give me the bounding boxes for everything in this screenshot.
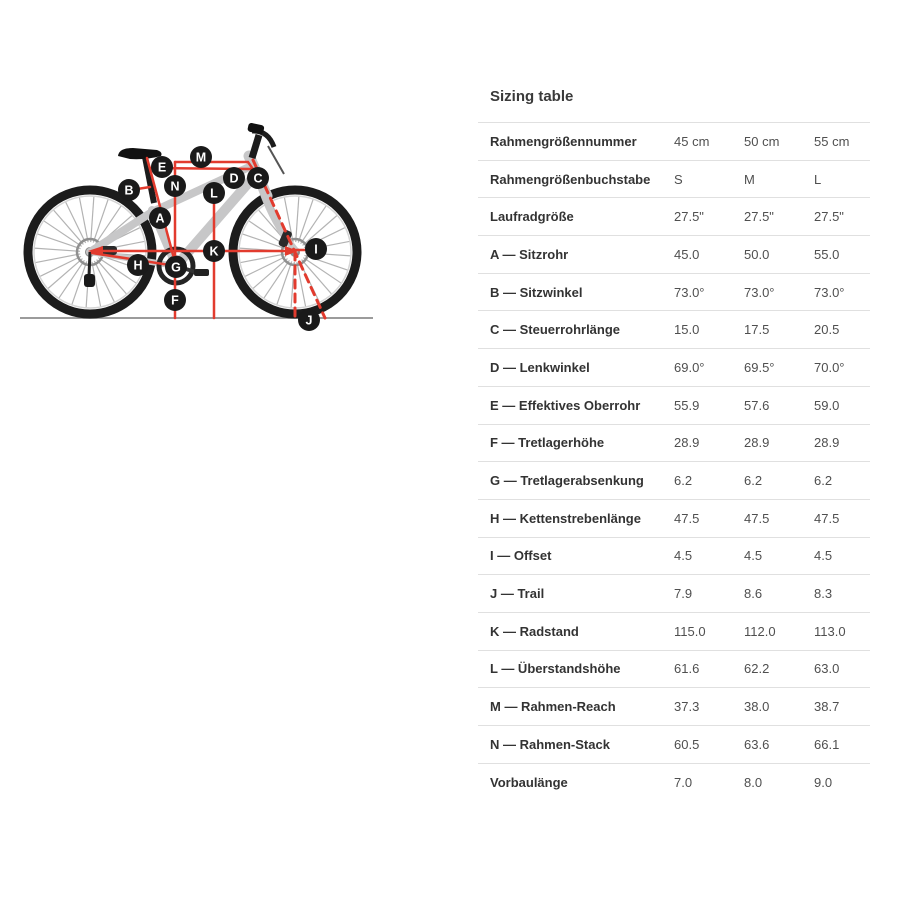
row-label: M — Rahmen-Reach: [490, 699, 616, 715]
table-row: [478, 424, 870, 462]
row-value: 20.5: [814, 322, 840, 338]
row-value: 55.9: [674, 397, 700, 413]
table-row: [478, 612, 870, 650]
diagram-marker-e: [151, 156, 173, 178]
diagram-marker-m: [190, 146, 212, 168]
marker-letter: N: [170, 179, 180, 194]
row-value: 55.0: [814, 246, 840, 262]
table-row: [478, 235, 870, 273]
handlebar-clamp: [247, 122, 265, 134]
row-value: 47.5: [814, 510, 840, 526]
row-label: Rahmengrößennummer: [490, 133, 637, 149]
marker-letter: I: [314, 242, 318, 257]
row-label: K — Radstand: [490, 623, 579, 639]
marker-letter: C: [253, 171, 263, 186]
row-value: 8.3: [814, 586, 833, 602]
row-value: 8.6: [744, 586, 763, 602]
row-label: N — Rahmen-Stack: [490, 736, 610, 752]
row-value: 37.3: [674, 699, 700, 715]
row-value: 115.0: [674, 623, 706, 639]
row-value: 6.2: [674, 473, 693, 489]
row-value: 7.0: [674, 774, 693, 790]
row-label: Vorbaulänge: [490, 774, 568, 790]
row-value: 47.5: [744, 510, 770, 526]
row-value: 28.9: [814, 435, 840, 451]
rear-derailleur: [84, 274, 95, 287]
diagram-marker-j: [298, 309, 320, 331]
row-value: 4.5: [814, 548, 833, 564]
brake-cable: [268, 146, 284, 174]
table-row: [478, 122, 870, 160]
diagram-marker-a: [149, 207, 171, 229]
row-value: 45 cm: [674, 133, 710, 149]
diagram-marker-d: [223, 167, 245, 189]
row-label: F — Tretlagerhöhe: [490, 435, 605, 451]
row-value: 73.0°: [814, 284, 845, 300]
row-value: 73.0°: [744, 284, 775, 300]
marker-letter: H: [133, 258, 143, 273]
row-value: 4.5: [744, 548, 763, 564]
row-value: 70.0°: [814, 359, 845, 375]
table-row: [478, 574, 870, 612]
diagram-marker-c: [247, 167, 269, 189]
diagram-marker-i: [305, 238, 327, 260]
sizing-table-body: [478, 122, 870, 800]
table-title: Sizing table: [490, 88, 574, 105]
marker-letter: A: [155, 211, 165, 226]
marker-letter: L: [210, 186, 218, 201]
row-value: 63.6: [744, 736, 770, 752]
row-value: 50.0: [744, 246, 770, 262]
row-label: E — Effektives Oberrohr: [490, 397, 641, 413]
marker-letter: J: [305, 313, 313, 328]
row-value: 69.5°: [744, 359, 775, 375]
row-value: 38.7: [814, 699, 840, 715]
diagram-marker-h: [127, 254, 149, 276]
table-row: [478, 461, 870, 499]
saddle: [118, 148, 162, 159]
row-value: 69.0°: [674, 359, 705, 375]
row-label: Laufradgröße: [490, 209, 574, 225]
table-row: [478, 348, 870, 386]
diagram-marker-b: [118, 179, 140, 201]
table-row: [478, 687, 870, 725]
diagram-marker-f: [164, 289, 186, 311]
row-value: 66.1: [814, 736, 840, 752]
row-value: 17.5: [744, 322, 770, 338]
diagram-marker-g: [165, 256, 187, 278]
stem: [252, 135, 259, 158]
diagram-marker-k: [203, 240, 225, 262]
row-label: C — Steuerrohrlänge: [490, 322, 621, 338]
row-label: G — Tretlagerabsenkung: [490, 473, 644, 489]
row-value: 55 cm: [814, 133, 850, 149]
row-value: S: [674, 171, 683, 187]
row-value: M: [744, 171, 755, 187]
row-value: 61.6: [674, 661, 700, 677]
row-label: H — Kettenstrebenlänge: [490, 510, 641, 526]
row-value: 63.0: [814, 661, 840, 677]
table-row: [478, 650, 870, 688]
table-row: [478, 160, 870, 198]
row-label: D — Lenkwinkel: [490, 359, 590, 375]
row-value: 27.5": [674, 209, 704, 225]
row-value: 73.0°: [674, 284, 705, 300]
row-value: 15.0: [674, 322, 700, 338]
table-row: [478, 763, 870, 801]
pedal: [194, 269, 209, 276]
table-row: [478, 386, 870, 424]
bike-geometry-diagram: [0, 0, 470, 360]
row-value: 50 cm: [744, 133, 780, 149]
row-value: 27.5": [814, 209, 844, 225]
marker-letter: E: [157, 160, 167, 175]
row-value: 62.2: [744, 661, 770, 677]
marker-letter: F: [171, 293, 179, 308]
row-label: Rahmengrößenbuchstabe: [490, 171, 651, 187]
row-value: 60.5: [674, 736, 700, 752]
row-value: 6.2: [814, 473, 833, 489]
row-value: L: [814, 171, 822, 187]
row-label: A — Sitzrohr: [490, 246, 569, 262]
row-label: L — Überstandshöhe: [490, 661, 621, 677]
row-label: J — Trail: [490, 586, 545, 602]
row-value: 28.9: [674, 435, 700, 451]
row-value: 7.9: [674, 586, 693, 602]
row-value: 112.0: [744, 623, 776, 639]
row-label: I — Offset: [490, 548, 552, 564]
marker-letter: G: [171, 260, 181, 275]
row-value: 8.0: [744, 774, 763, 790]
marker-letter: B: [124, 183, 134, 198]
table-row: [478, 725, 870, 763]
diagram-marker-n: [164, 175, 186, 197]
row-value: 28.9: [744, 435, 770, 451]
table-row: [478, 499, 870, 537]
table-row: [478, 273, 870, 311]
row-value: 9.0: [814, 774, 833, 790]
table-row: [478, 310, 870, 348]
row-value: 47.5: [674, 510, 700, 526]
table-row: [478, 197, 870, 235]
row-value: 27.5": [744, 209, 774, 225]
marker-letter: D: [229, 171, 239, 186]
sizing-table-section: [478, 85, 870, 800]
row-value: 45.0: [674, 246, 700, 262]
marker-letter: K: [209, 244, 219, 259]
row-value: 57.6: [744, 397, 770, 413]
row-value: 4.5: [674, 548, 693, 564]
diagram-marker-l: [203, 182, 225, 204]
row-label: B — Sitzwinkel: [490, 284, 583, 300]
table-row: [478, 537, 870, 575]
row-value: 113.0: [814, 623, 846, 639]
row-value: 6.2: [744, 473, 763, 489]
row-value: 59.0: [814, 397, 840, 413]
marker-letter: M: [195, 150, 207, 165]
row-value: 38.0: [744, 699, 770, 715]
